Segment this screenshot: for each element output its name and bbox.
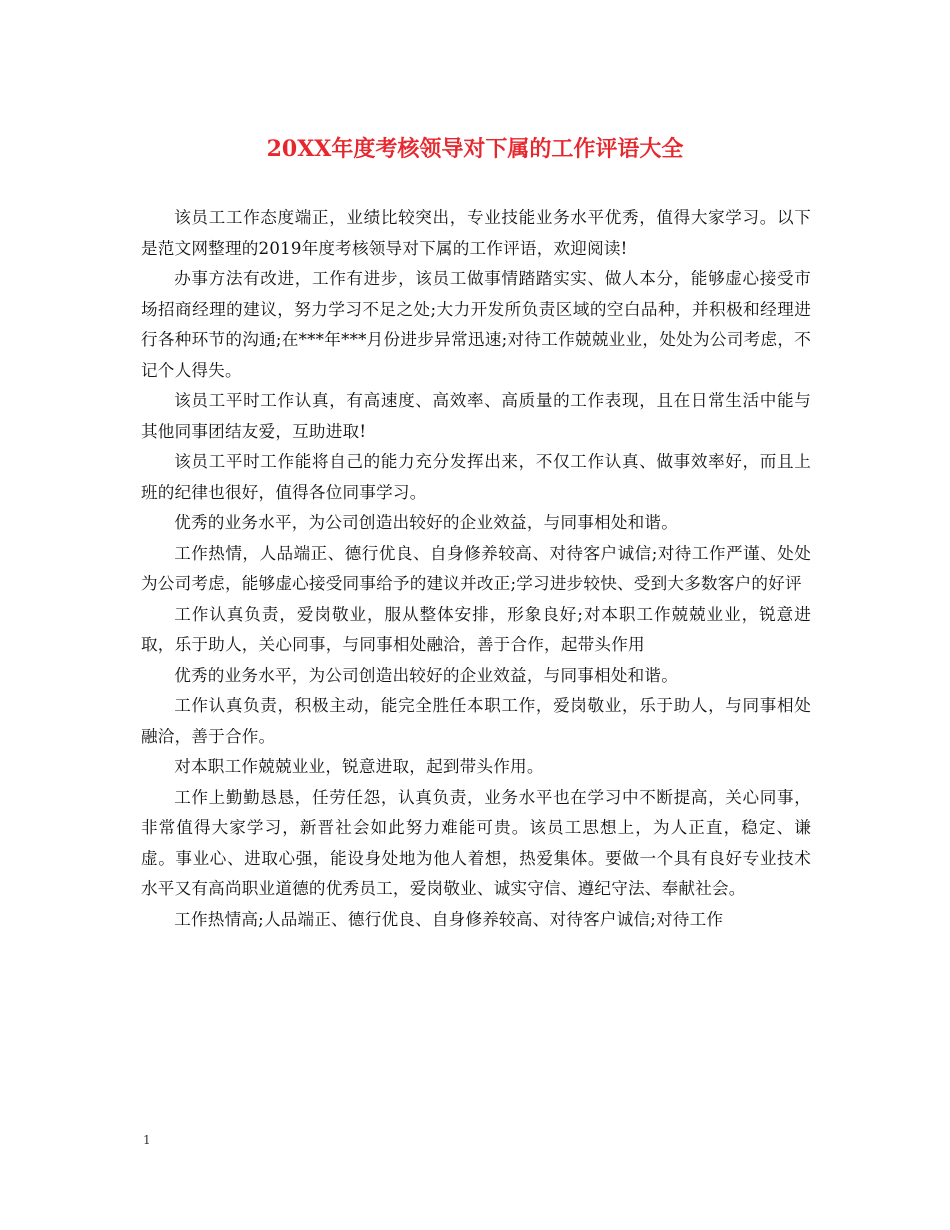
paragraph: 对本职工作兢兢业业，锐意进取，起到带头作用。 [174,757,544,776]
paragraph: 工作热情高;人品端正、德行优良、自身修养较高、对待客户诚信;对待工作 [174,909,724,929]
paragraph: 工作认真负责，积极主动，能完全胜任本职工作，爱岗敬业，乐于助人，与同事相处融洽，善于合作。 [141,696,811,746]
paragraph: 该员工平时工作能将自己的能力充分发挥出来，不仅工作认真、做事效率好，而且上班的纪律也很好，值得各位同事学习。 [141,452,811,502]
paragraph: 办事方法有改进，工作有进步，该员工做事情踏踏实实、做人本分，能够虚心接受市场招商经理的建议，努力学习不足之处;大力开发所负责区域的空白品种，并积极和经理进行各种环节的沟通;在***年***月份进步异常迅速;对待工作兢兢业业，处处为公司考虑，不记个人得失。 [141,269,811,380]
paragraph: 该员工平时工作认真，有高速度、高效率、高质量的工作表现，且在日常生活中能与其他同事团结友爱，互助进取! [141,391,811,441]
paragraph: 优秀的业务水平，为公司创造出较好的企业效益，与同事相处和谐。 [174,513,678,532]
paragraph: 优秀的业务水平，为公司创造出较好的企业效益，与同事相处和谐。 [174,665,678,685]
paragraph: 该员工工作态度端正，业绩比较突出，专业技能业务水平优秀，值得大家学习。以下是范文网整理的2019年度考核领导对下属的工作评语，欢迎阅读! [141,208,811,258]
paragraph: 工作认真负责，爱岗敬业，服从整体安排，形象良好;对本职工作兢兢业业，锐意进取，乐于助人，关心同事，与同事相处融洽，善于合作，起带头作用 [141,604,811,654]
page-number: 1 [143,1133,151,1147]
document-body [141,203,811,935]
document-title: 20XX年度考核领导对下属的工作评语大全 [266,136,684,162]
paragraph: 工作热情，人品端正、德行优良、自身修养较高、对待客户诚信;对待工作严谨、处处为公司考虑，能够虚心接受同事给予的建议并改正;学习进步较快、受到大多数客户的好评 [141,543,811,593]
paragraph: 工作上勤勤恳恳，任劳任怨，认真负责，业务水平也在学习中不断提高，关心同事，非常值得大家学习，新晋社会如此努力难能可贵。该员工思想上，为人正直，稳定、谦虚。事业心、进取心强，能设身处地为他人着想，热爱集体。要做一个具有良好专业技术水平又有高尚职业道德的优秀员工，爱岗敬业、诚实守信、遵纪守法、奉献社会。 [141,787,811,898]
